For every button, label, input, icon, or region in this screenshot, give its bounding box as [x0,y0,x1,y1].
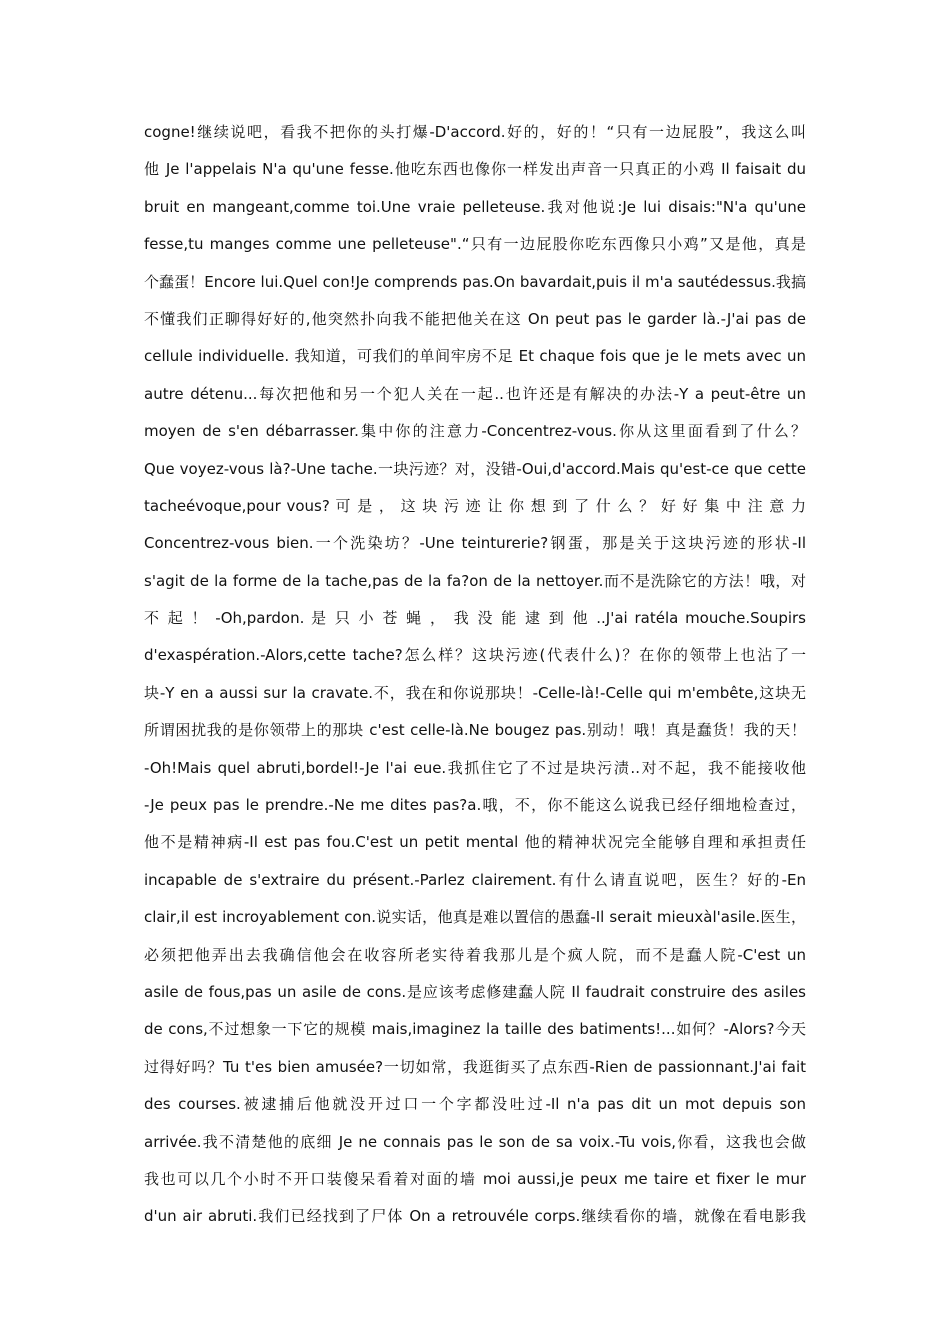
text-line: tacheévoque,pour vous? 可 是 ， 这 块 污 迹 让 你 想 到 了 什 么 ？ 好 好 集 中 注 意 力 [144,496,806,515]
text-line: Concentrez-vous bien.一个洗染坊？-Une teinturerie?钢蛋，那是关于这块污迹的形状-Il [144,534,806,553]
text-line: asile de fous,pas un asile de cons.是应该考虑修建蠢人院 Il faudrait construire des asiles [144,982,806,1001]
text-line: 我也可以几个小时不开口装傻呆看着对面的墙 moi aussi,je peux me taire et fixer le mur [144,1169,806,1188]
text-line: clair,il est incroyablement con.说实话，他真是难以置信的愚蠢-Il serait mieuxàl'asile.医生， [144,908,806,927]
text-line: cogne!继续说吧，看我不把你的头打爆-D'accord.好的，好的！“只有一边屁股”，我这么叫 [144,123,806,141]
text-line: 所谓困扰我的是你领带上的那块 c'est celle-là.Ne bougez pas.别动！哦！真是蠢货！我的天！ [144,721,806,740]
text-line: s'agit de la forme de la tache,pas de la fa?on de la nettoyer.而不是洗除它的方法！哦，对 [144,571,806,590]
text-line: moyen de s'en débarrasser.集中你的注意力-Concentrez-vous.你从这里面看到了什么？ [144,422,806,441]
text-line: Que voyez-vous là?-Une tache.一块污迹？对，没错-Oui,d'accord.Mais qu'est-ce que cette [144,459,806,478]
text-line: des courses.被逮捕后他就没开过口一个字都没吐过-Il n'a pas dit un mot depuis son [144,1095,806,1114]
text-line: -Oh!Mais quel abruti,bordel!-Je l'ai eue.我抓住它了不过是块污渍..对不起，我不能接收他 [144,758,806,777]
text-line: arrivée.我不清楚他的底细 Je ne connais pas le son de sa voix.-Tu vois,你看，这我也会做 [144,1132,806,1151]
text-line: 过得好吗？Tu t'es bien amusée?一切如常，我逛街买了点东西-Rien de passionnant.J'ai fait [144,1057,806,1076]
text-line: fesse,tu manges comme une pelleteuse".“只有一边屁股你吃东西像只小鸡”又是他，真是 [144,235,806,254]
text-line: 必须把他弄出去我确信他会在收容所老实待着我那儿是个疯人院，而不是蠢人院-C'est un [144,945,806,964]
text-line: 不 起 ！ -Oh,pardon. 是 只 小 苍 蝇 ， 我 没 能 逮 到 他 ..J'ai ratéla mouche.Soupirs [144,609,806,628]
text-line: bruit en mangeant,comme toi.Une vraie pelleteuse.我对他说:Je lui disais:"N'a qu'une [144,197,806,216]
text-line: 不懂我们正聊得好好的,他突然扑向我不能把他关在这 On peut pas le garder là.-J'ai pas de [144,309,806,328]
text-line: 块-Y en a aussi sur la cravate.不，我在和你说那块！-Celle-là!-Celle qui m'embête,这块无 [144,683,806,702]
text-line: 个蠢蛋！Encore lui.Quel con!Je comprends pas.On bavardait,puis il m'a sautédessus.我搞 [144,272,806,291]
text-line: d'exaspération.-Alors,cette tache?怎么样？这块污迹(代表什么)？在你的领带上也沾了一 [144,646,806,665]
text-line: cellule individuelle. 我知道，可我们的单间牢房不足 Et chaque fois que je le mets avec un [144,347,806,366]
text-line: autre détenu...每次把他和另一个犯人关在一起..也许还是有解决的办法-Y a peut-être un [144,384,806,403]
text-line: -Je peux pas le prendre.-Ne me dites pas?a.哦，不，你不能这么说我已经仔细地检查过， [144,796,806,815]
text-line: 他不是精神病-Il est pas fou.C'est un petit mental 他的精神状况完全能够自理和承担责任 [144,833,806,852]
text-line: de cons,不过想象一下它的规模 mais,imaginez la taille des batiments!...如何？-Alors?今天 [144,1020,806,1039]
document-body [144,114,806,1236]
text-line: d'un air abruti.我们已经找到了尸体 On a retrouvéle corps.继续看你的墙，就像在看电影我 [144,1207,806,1226]
text-line: 他 Je l'appelais N'a qu'une fesse.他吃东西也像你一样发出声音一只真正的小鸡 Il faisait du [144,160,806,179]
text-line: incapable de s'extraire du présent.-Parlez clairement.有什么请直说吧，医生？好的-En [144,870,806,889]
